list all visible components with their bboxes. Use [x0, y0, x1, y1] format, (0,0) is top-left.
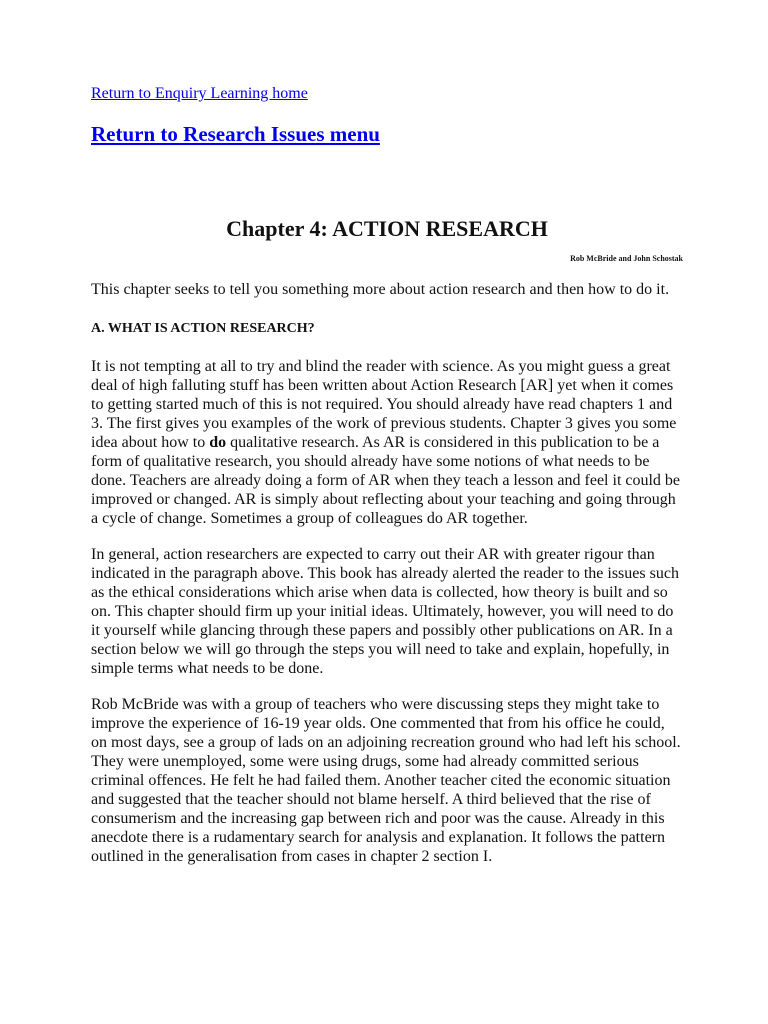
return-research-menu-link[interactable]: Return to Research Issues menu — [91, 122, 380, 146]
body-paragraph-2: In general, action researchers are expected to carry out their AR with greater rigour than indicated in the paragraph above. This book has already alerted the reader to the issues such as the ethical considerations which arise when data is collected, how theory is built and so on. This chapter should firm up your initial ideas. Ultimately, however, you will need to do it yourself while glancing through these papers and possibly other publications on AR. In a section below we will go through the steps you will need to take and explain, hopefully, in simple terms what needs to be done. — [91, 546, 679, 677]
intro-paragraph: This chapter seeks to tell you something more about action research and then how to do it. — [91, 281, 670, 298]
bold-emphasis: do — [209, 434, 227, 451]
paragraph-text: It is not tempting at all to try and blind the reader with science. As you might guess a great deal of high falluting stuff has been written about Action Research [AR] yet when it comes to getting started much of this is not required. You should already have read chapters 1 and 3. The first gives you examples of the work of previous students. Chapter 3 gives you some idea about how to — [91, 358, 677, 451]
chapter-authors: Rob McBride and John Schostak — [570, 254, 683, 263]
chapter-title: Chapter 4: ACTION RESEARCH — [226, 216, 548, 241]
section-heading: A. WHAT IS ACTION RESEARCH? — [91, 321, 315, 336]
body-paragraph-3: Rob McBride was with a group of teachers who were discussing steps they might take to improve the experience of 16-19 year olds. One commented that from his office he could, on most days, see a group of lads on an adjoining recreation ground who had left his school. They were unemployed, some were using drugs, some had already committed serious criminal offences. He felt he had failed them. Another teacher cited the economic situation and suggested that the teacher should not blame herself. A third believed that the rise of consumerism and the increasing gap between rich and poor was the cause. Already in this anecdote there is a rudamentary search for analysis and explanation. It follows the pattern outlined in the generalisation from cases in chapter 2 section I. — [91, 696, 681, 865]
paragraph-text: qualitative research. As AR is considered in this publication to be a form of qualitative research, you should already have some notions of what needs to be done. Teachers are already doing a form of AR when they teach a lesson and feel it could be improved or changed. AR is simply about reflecting about your teaching and going through a cycle of change. Sometimes a group of colleagues do AR together. — [91, 434, 681, 527]
document-page — [91, 84, 683, 866]
return-home-link[interactable]: Return to Enquiry Learning home — [91, 85, 308, 102]
body-paragraph-1 — [91, 357, 683, 528]
